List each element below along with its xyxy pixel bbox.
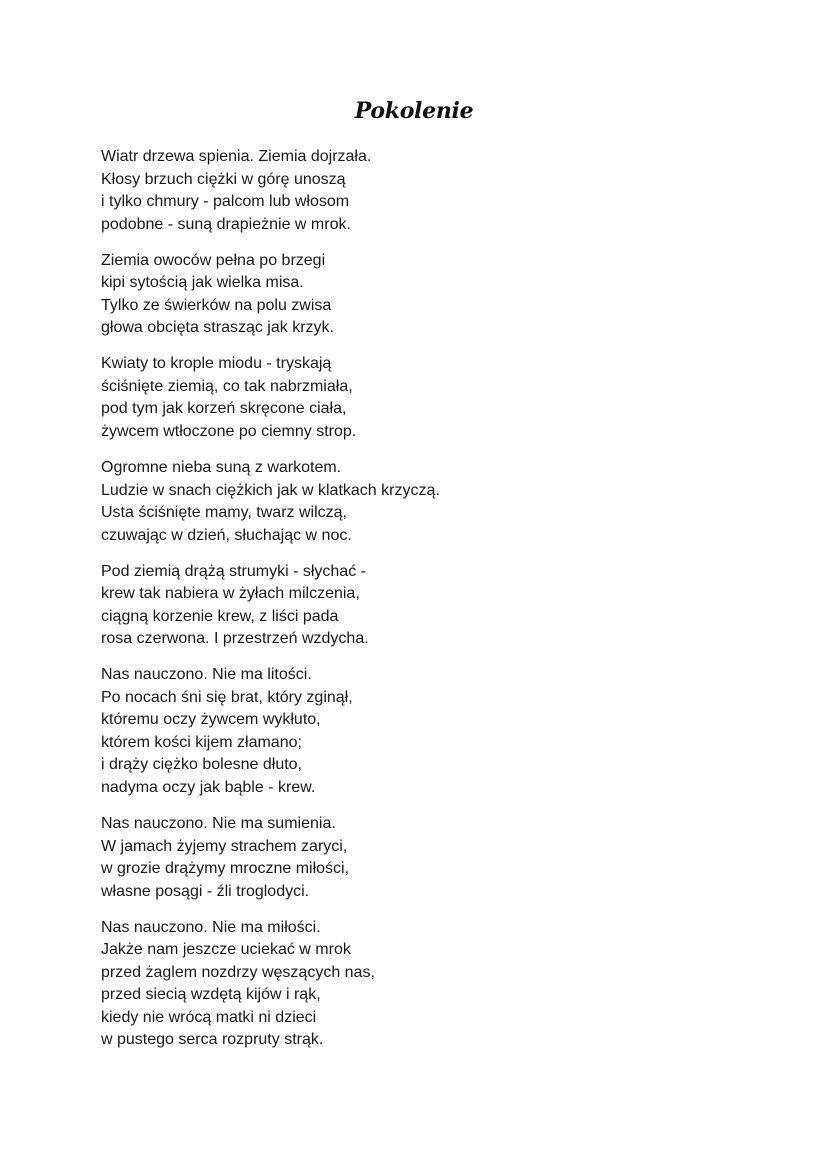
poem-line: przed żaglem nozdrzy węszących nas, (101, 963, 375, 981)
poem-line: Tylko ze świerków na polu zwisa (101, 296, 332, 314)
poem-line: Ogromne nieba suną z warkotem. (101, 459, 342, 477)
poem-line: głowa obcięta strasząc jak krzyk. (101, 319, 334, 337)
poem-line: krew tak nabiera w żyłach milczenia, (101, 585, 360, 603)
poem-line: nadyma oczy jak bąble - krew. (101, 778, 316, 796)
poem-line: rosa czerwona. I przestrzeń wzdycha. (101, 630, 369, 648)
poem-line: w pustego serca rozpruty strąk. (101, 1031, 324, 1049)
poem-line: którem kości kijem złamano; (101, 733, 302, 751)
poem-line: Wiatr drzewa spienia. Ziemia dojrzała. (101, 148, 372, 165)
poem-title: Pokolenie (354, 98, 474, 124)
poem-line: podobne - suną drapieżnie w mrok. (101, 215, 351, 233)
poem-line: Ziemia owoców pełna po brzegi (101, 251, 326, 269)
poem-line: któremu oczy żywcem wykłuto, (101, 711, 321, 729)
poem-line: żywcem wtłoczone po ciemny strop. (101, 422, 357, 440)
poem-stanza (101, 917, 741, 1052)
poem-stanza (101, 561, 741, 651)
poem-line: Jakże nam jeszcze uciekać w mrok (101, 941, 351, 959)
poem-line: kipi sytością jak wielka misa. (101, 274, 304, 292)
poem-line: pod tym jak korzeń skręcone ciała, (101, 400, 347, 418)
poem-stanza (101, 353, 741, 443)
poem-stanza (101, 250, 741, 340)
poem-stanza (101, 664, 741, 799)
poem-line: Nas nauczono. Nie ma litości. (101, 666, 312, 684)
poem-line: W jamach żyjemy strachem zaryci, (101, 837, 348, 855)
poem-stanza (101, 813, 741, 903)
poem-line: przed siecią wzdętą kijów i rąk, (101, 986, 321, 1004)
poem-line: Usta ściśnięte mamy, twarz wilczą, (101, 504, 347, 522)
poem-line: własne posągi - źli troglodyci. (101, 882, 310, 900)
poem-line: Kwiaty to krople miodu - tryskają (101, 355, 332, 373)
poem-line: Kłosy brzuch ciężki w górę unoszą (101, 170, 346, 188)
poem-stanza (101, 457, 741, 547)
poem-body (101, 146, 741, 1066)
poem-line: Po nocach śni się brat, który zginął, (101, 688, 353, 706)
poem-stanza (101, 146, 741, 236)
poem-line: Pod ziemią drążą strumyki - słychać - (101, 562, 366, 580)
poem-line: i drąży ciężko bolesne dłuto, (101, 756, 302, 774)
poem-line: w grozie drążymy mroczne miłości, (101, 860, 350, 878)
poem-line: Nas nauczono. Nie ma sumienia. (101, 815, 336, 833)
poem-line: i tylko chmury - palcom lub włosom (101, 193, 350, 210)
poem-line: ciągną korzenie krew, z liści pada (101, 607, 339, 625)
poem-line: czuwając w dzień, słuchając w noc. (101, 526, 352, 544)
poem-line: ściśnięte ziemią, co tak nabrzmiała, (101, 377, 353, 395)
poem-line: kiedy nie wrócą matki ni dzieci (101, 1008, 317, 1026)
poem-line: Ludzie w snach ciężkich jak w klatkach krzyczą. (101, 481, 440, 499)
poem-line: Nas nauczono. Nie ma miłości. (101, 918, 321, 936)
